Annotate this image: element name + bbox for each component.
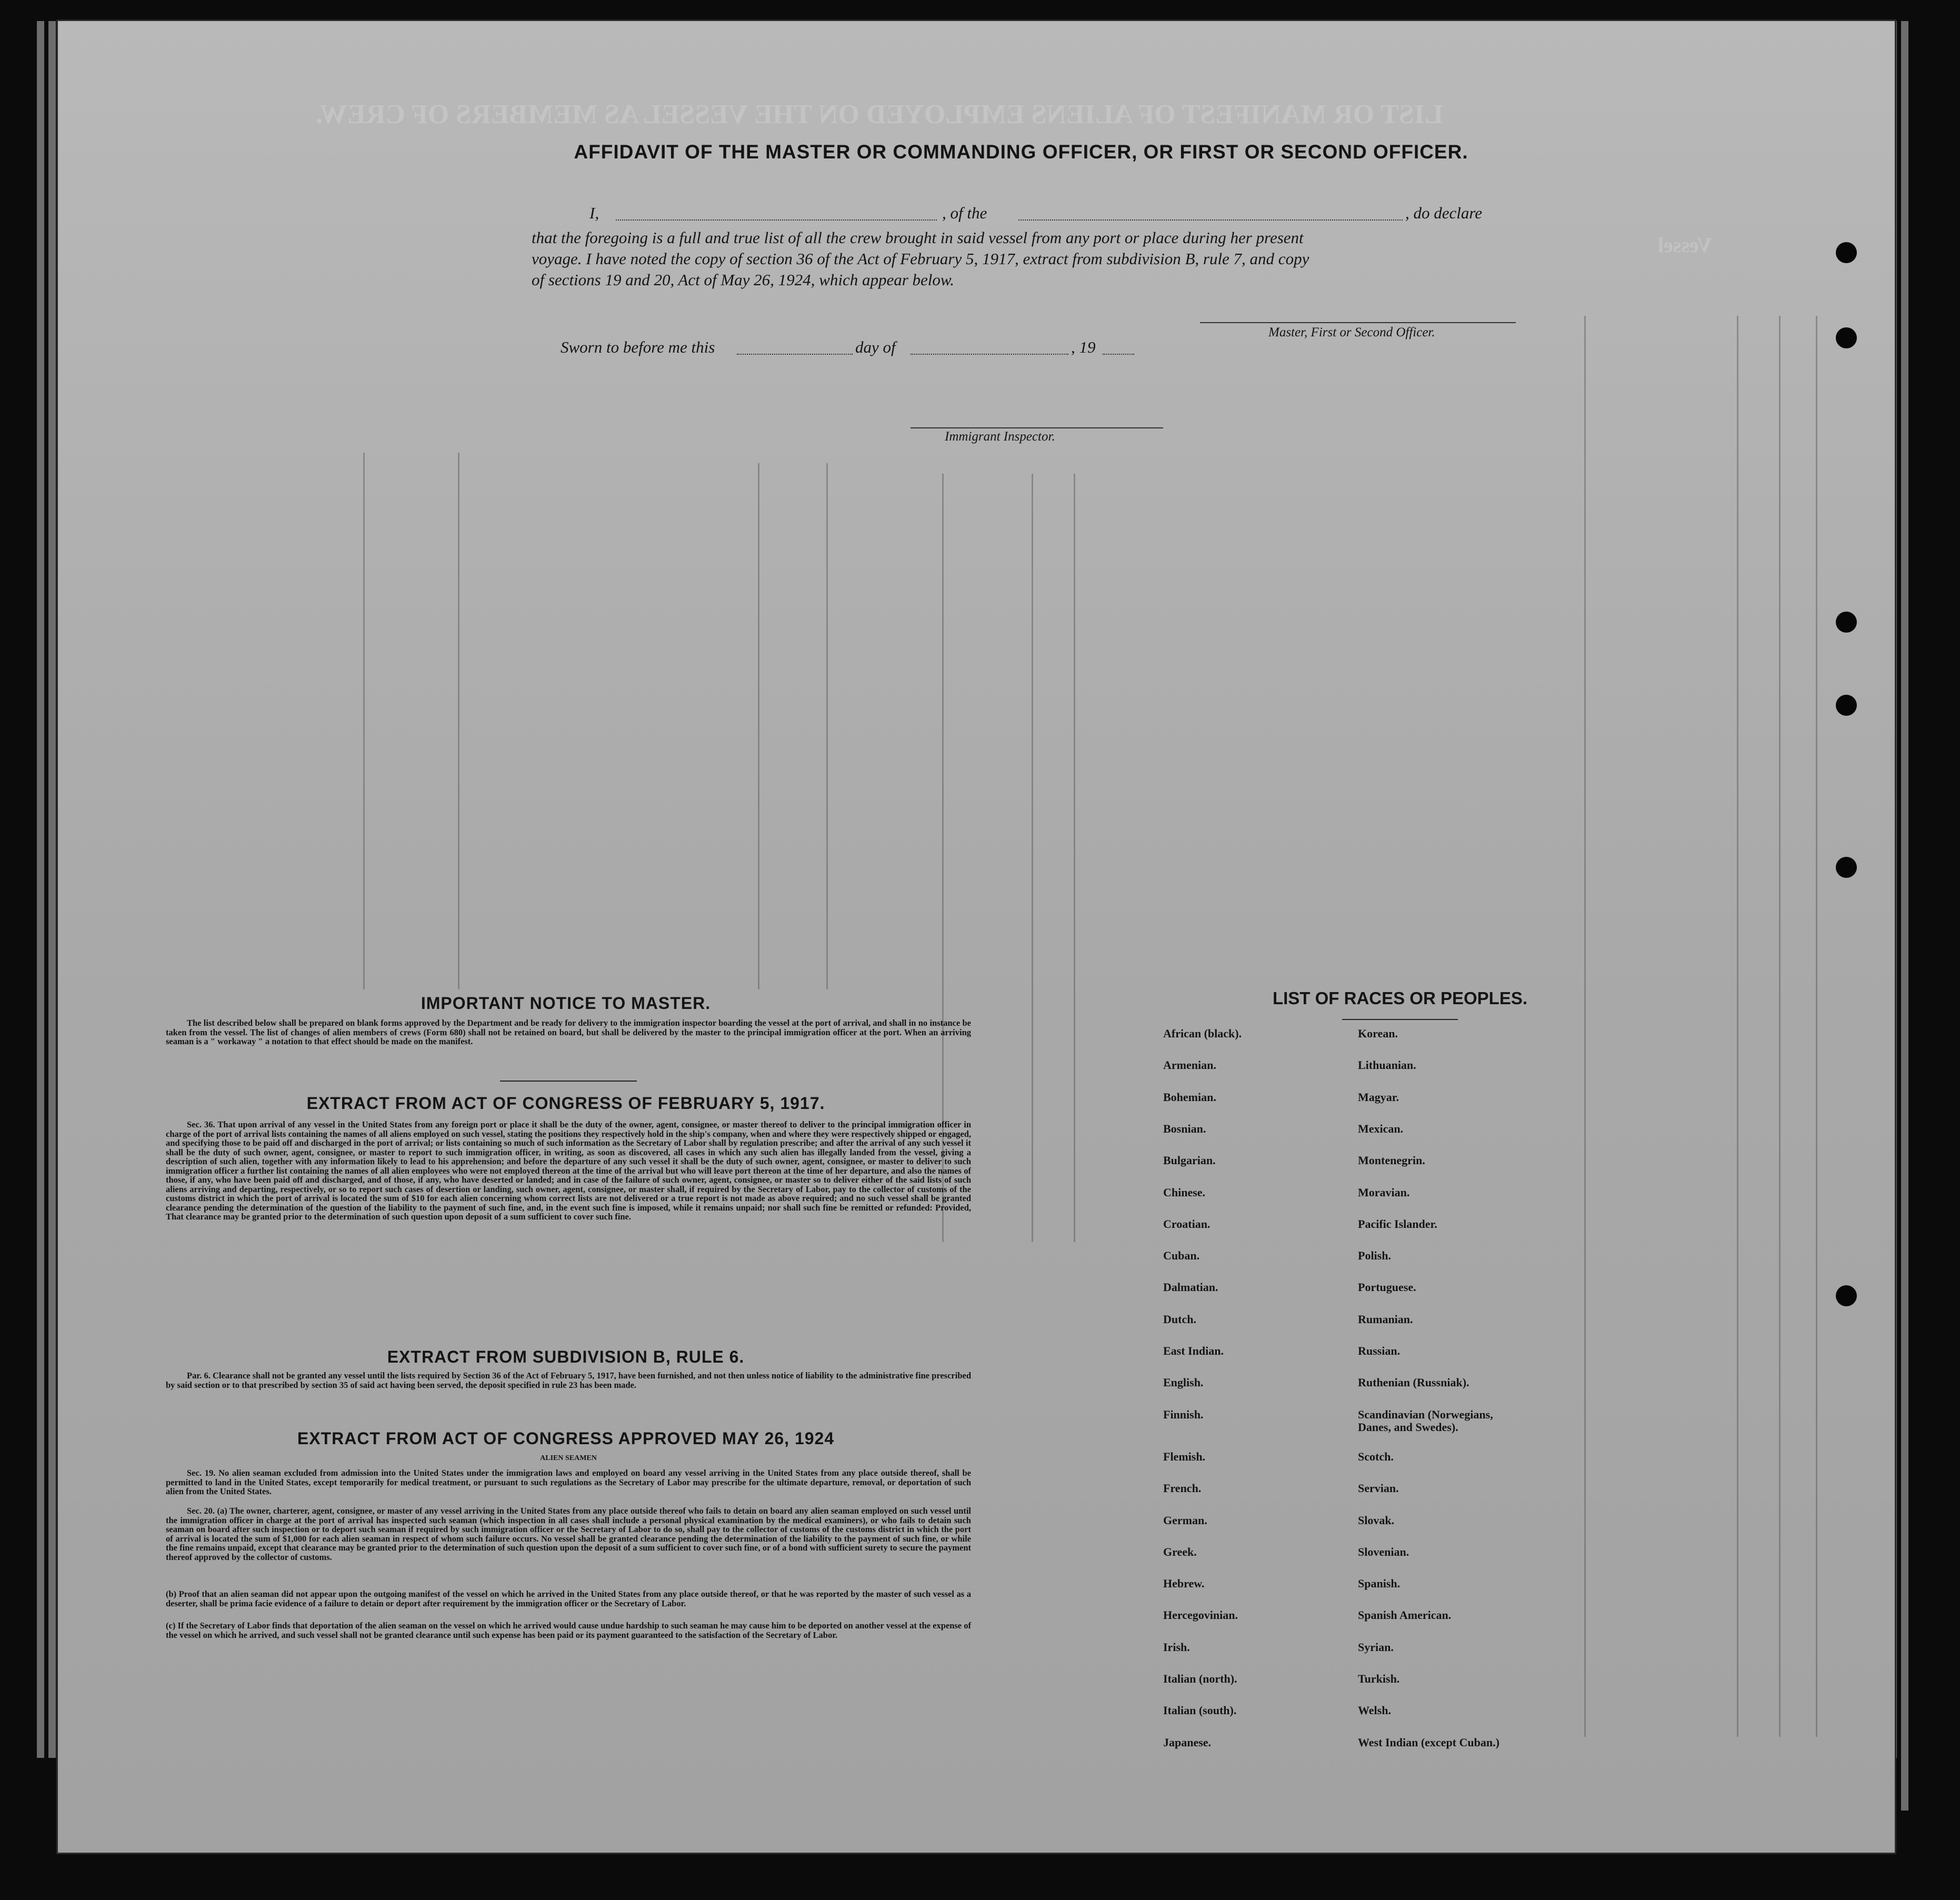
affidavit-line-3: voyage. I have noted the copy of section 36 of the Act of February 5, 1917, extract from subdivision B, rule 7, and copy — [532, 249, 1309, 268]
do-declare-label: , do declare — [1405, 204, 1483, 222]
of-the-label: , of the — [942, 204, 987, 222]
bleed-through-vessel-label: Vessel — [1658, 233, 1712, 257]
race-item: Irish. — [1163, 1640, 1190, 1654]
race-item: Dalmatian. — [1163, 1281, 1218, 1294]
extract-rule6-text: Par. 6. Clearance shall not be granted any vessel until the lists required by Section 36 of the Act of February 5, 1917, have been furnished, and not then unless notice of liability to the administrative fine prescribed by said section or to that prescribed by section 35 of said act having been served, the deposit specified in rule 23 has been made. — [166, 1371, 971, 1390]
bleed-rule — [1074, 474, 1075, 1242]
extract-1924-sec20b: (b) Proof that an alien seaman did not appear upon the outgoing manifest of the vessel on which he arrived in the United States from any place outside thereof, or that he was reported by the master of such vessel as a deserter, shall be prima facie evidence of a failure to detain or deport after requirement by the immigration officer or the Secretary of Labor. — [166, 1589, 971, 1608]
extract-1924-sec19: Sec. 19. No alien seaman excluded from admission into the United States under the immigration laws and employed on board any vessel arriving in the United States from any place outside thereof, shall be permitted to land in the United States, except temporarily for medical treatment, or pursuant to such regulations as the Secretary of Labor may prescribe for the ultimate departure, removal, or deportation of such alien from the United States. — [166, 1468, 971, 1496]
race-item: Greek. — [1163, 1545, 1197, 1558]
name-blank[interactable] — [616, 218, 937, 221]
race-item: Portuguese. — [1358, 1281, 1416, 1294]
bleed-rule — [1737, 316, 1738, 1737]
bleed-rule — [1584, 316, 1586, 1737]
sworn-line — [561, 337, 1245, 358]
punch-hole — [1836, 327, 1857, 348]
punch-hole — [1836, 242, 1857, 263]
race-item: Flemish. — [1163, 1449, 1206, 1463]
notice-divider — [500, 1081, 637, 1082]
race-item: Croatian. — [1163, 1217, 1211, 1231]
race-item: Bulgarian. — [1163, 1154, 1216, 1167]
sworn-year-blank[interactable] — [1103, 353, 1134, 355]
race-item: Dutch. — [1163, 1312, 1196, 1326]
vessel-blank[interactable] — [1018, 218, 1403, 221]
bleed-through-header: LIST OR MANIFEST OF ALIENS EMPLOYED ON THE VESSEL AS MEMBERS OF CREW. — [316, 99, 1443, 129]
bleed-rule — [1032, 474, 1033, 1242]
bleed-rule — [1816, 316, 1817, 1737]
race-item: Bohemian. — [1163, 1090, 1216, 1104]
inspector-label: Immigrant Inspector. — [945, 429, 1055, 444]
races-title: LIST OF RACES OR PEOPLES. — [1272, 988, 1528, 1008]
race-item: Spanish. — [1358, 1577, 1401, 1591]
race-item: English. — [1163, 1376, 1204, 1389]
extract-1917-text: Sec. 36. That upon arrival of any vessel in the United States from any foreign port or place it shall be the duty of the owner, agent, consignee, or master thereof to deliver to the principal immigration officer in charge of the port of arrival lists containing the names of all aliens employed on such vessel, stating the positions they respectively hold in the ship's company, when and where they were respectively shipped or engaged, and specifying those to be paid off and discharged in the port of arrival; or lists containing so much of such information as the Secretary of Labor shall by regulation prescribe; and after the arrival of any such vessel it shall be the duty of such owner, agent, consignee, or master to report to such immigration officer, in writing, as soon as discovered, all cases in which any such alien has illegally landed from the vessel, giving a description of such alien, together with any information likely to lead to his apprehension; and before the departure of any such vessel it shall be the duty of such owner, agent, consignee, or master to deliver to such immigration officer a further list containing the names of all alien employees who were not employed thereon at the time of the arrival but who will leave port thereon at the time of her departure, and also the names of those, if any, who have been paid off and discharged, and of those, if any, who have deserted or landed; and in case of the failure of such owner, agent, consignee, or master so to deliver either of the said lists of such aliens arriving and departing, respectively, or so to report such cases of desertion or landing, such owner, agent, consignee, or master shall, if required by the Secretary of Labor, pay to the collector of customs of the customs district in which the port of arrival is located the sum of $10 for each alien concerning whom correct lists are not delivered or a true report is not made as above required; and no such vessel shall be granted clearance pending the determination of the question of the liability to the payment of such fine, and, in the event such fine is imposed, while it remains unpaid; nor shall such fine be remitted or refunded: Provided, That clearance may be granted prior to the determination of such question upon deposit of a sum sufficient to cover such fine. — [166, 1119, 971, 1222]
race-item: Mexican. — [1358, 1122, 1404, 1135]
extract-1924-sec20a: Sec. 20. (a) The owner, charterer, agent, consignee, or master of any vessel arriving in the United States from any place outside thereof who fails to detain on board any alien seaman employed on such vessel until the immigration officer in charge at the port of arrival has inspected such seaman (which inspection in all cases shall include a personal physical examination by the medical examiners), or who fails to detain such seaman on board after such inspection or to deport such seaman if required by such immigration officer or the Secretary of Labor to do so, shall pay to the collector of customs of the customs district in which the port of arrival is located the sum of $1,000 for each alien seaman in respect of whom such failure occurs. No vessel shall be granted clearance pending the determination of the liability to the payment of such fine, or while the fine remains unpaid, except that clearance may be granted prior to the determination of such question upon the deposit of a sum sufficient to cover such fine, or of a bond with sufficient surety to secure the payment thereof approved by the collector of customs. — [166, 1506, 971, 1562]
race-item: Finnish. — [1163, 1407, 1204, 1421]
race-item: Japanese. — [1163, 1735, 1212, 1749]
race-item: Chinese. — [1163, 1185, 1206, 1199]
race-item: Spanish American. — [1358, 1608, 1452, 1622]
punch-hole — [1836, 857, 1857, 878]
extract-1924-sec20c: (c) If the Secretary of Labor finds that deportation of the alien seaman on the vessel on which he arrived would cause undue hardship to such seaman he may cause him to be deported on another vessel at the expense of the vessel on which he arrived, and such vessel shall not be granted clearance until such expense has been paid or its payment guaranteed to the satisfaction of the Secretary of Labor. — [166, 1621, 971, 1640]
affidavit-title: AFFIDAVIT OF THE MASTER OR COMMANDING OFFICER, OR FIRST OR SECOND OFFICER. — [574, 141, 1468, 163]
race-item: Pacific Islander. — [1358, 1217, 1437, 1231]
bleed-rule — [826, 463, 828, 989]
day-of-label: day of — [855, 338, 896, 356]
race-item: Scandinavian (Norwegians, Danes, and Swedes). — [1358, 1407, 1493, 1434]
extract-rule6-title: EXTRACT FROM SUBDIVISION B, RULE 6. — [387, 1347, 745, 1366]
race-item: Rumanian. — [1358, 1312, 1413, 1326]
bleed-rule — [458, 453, 459, 989]
race-item: Servian. — [1358, 1482, 1399, 1495]
extract-1917-title: EXTRACT FROM ACT OF CONGRESS OF FEBRUARY 5, 1917. — [306, 1094, 825, 1113]
race-item: Magyar. — [1358, 1090, 1399, 1104]
bleed-rule — [363, 453, 365, 989]
race-item: Russian. — [1358, 1344, 1401, 1357]
notice-text: The list described below shall be prepared on blank forms approved by the Department and be ready for delivery to the immigration inspector boarding the vessel at the port of arrival, and shall in no instance be taken from the vessel. The list of changes of alien members of crews (Form 680) shall not be retained on board, but shall be delivered by the master to the principal immigration officer at the port. When an arriving seaman is a " workaway " a notation to that effect should be made on the manifest. — [166, 1018, 971, 1046]
sworn-month-blank[interactable] — [911, 353, 1068, 355]
race-item: West Indian (except Cuban.) — [1358, 1735, 1499, 1749]
race-item: Ruthenian (Russniak). — [1358, 1376, 1469, 1389]
document-page — [58, 21, 1895, 1853]
race-item: Slovenian. — [1358, 1545, 1409, 1558]
year-label: , 19 — [1071, 338, 1096, 356]
race-item: Polish. — [1358, 1249, 1391, 1263]
extract-1924-title: EXTRACT FROM ACT OF CONGRESS APPROVED MAY 26, 1924 — [297, 1429, 835, 1448]
race-item: German. — [1163, 1513, 1207, 1527]
notice-title: IMPORTANT NOTICE TO MASTER. — [421, 994, 711, 1013]
inspector-signature-line[interactable] — [911, 426, 1163, 428]
punch-hole — [1836, 695, 1857, 716]
race-item: Welsh. — [1358, 1704, 1391, 1717]
race-item: Slovak. — [1358, 1513, 1395, 1527]
race-item: Lithuanian. — [1358, 1058, 1416, 1072]
race-item: African (black). — [1163, 1027, 1242, 1040]
race-item: Moravian. — [1358, 1185, 1410, 1199]
race-item: Hebrew. — [1163, 1577, 1205, 1591]
affidavit-line-2: that the foregoing is a full and true list of all the crew brought in said vessel from any port or place during her present — [532, 228, 1304, 247]
master-signature-label: Master, First or Second Officer. — [1268, 325, 1435, 339]
master-signature-line[interactable] — [1200, 321, 1516, 323]
race-item: Scotch. — [1358, 1449, 1394, 1463]
sworn-day-blank[interactable] — [737, 353, 853, 355]
races-divider — [1342, 1019, 1458, 1020]
race-item: French. — [1163, 1482, 1202, 1495]
bleed-rule — [1779, 316, 1781, 1737]
race-item: Hercegovinian. — [1163, 1608, 1238, 1622]
punch-hole — [1836, 1285, 1857, 1306]
punch-hole — [1836, 612, 1857, 633]
affidavit-line-1 — [532, 203, 1563, 224]
i-label: I, — [589, 204, 599, 222]
race-item: East Indian. — [1163, 1344, 1224, 1357]
race-item: Cuban. — [1163, 1249, 1200, 1263]
race-item: Syrian. — [1358, 1640, 1394, 1654]
affidavit-line-4: of sections 19 and 20, Act of May 26, 1924, which appear below. — [532, 271, 955, 289]
race-item: Korean. — [1358, 1027, 1398, 1040]
sworn-label: Sworn to before me this — [561, 338, 715, 356]
race-item: Bosnian. — [1163, 1122, 1206, 1135]
extract-1924-subtitle: ALIEN SEAMEN — [540, 1454, 597, 1462]
bleed-rule — [758, 463, 759, 989]
race-item: Italian (south). — [1163, 1704, 1237, 1717]
race-item: Armenian. — [1163, 1058, 1216, 1072]
race-item: Montenegrin. — [1358, 1154, 1425, 1167]
race-item: Italian (north). — [1163, 1672, 1237, 1685]
race-item: Turkish. — [1358, 1672, 1400, 1685]
